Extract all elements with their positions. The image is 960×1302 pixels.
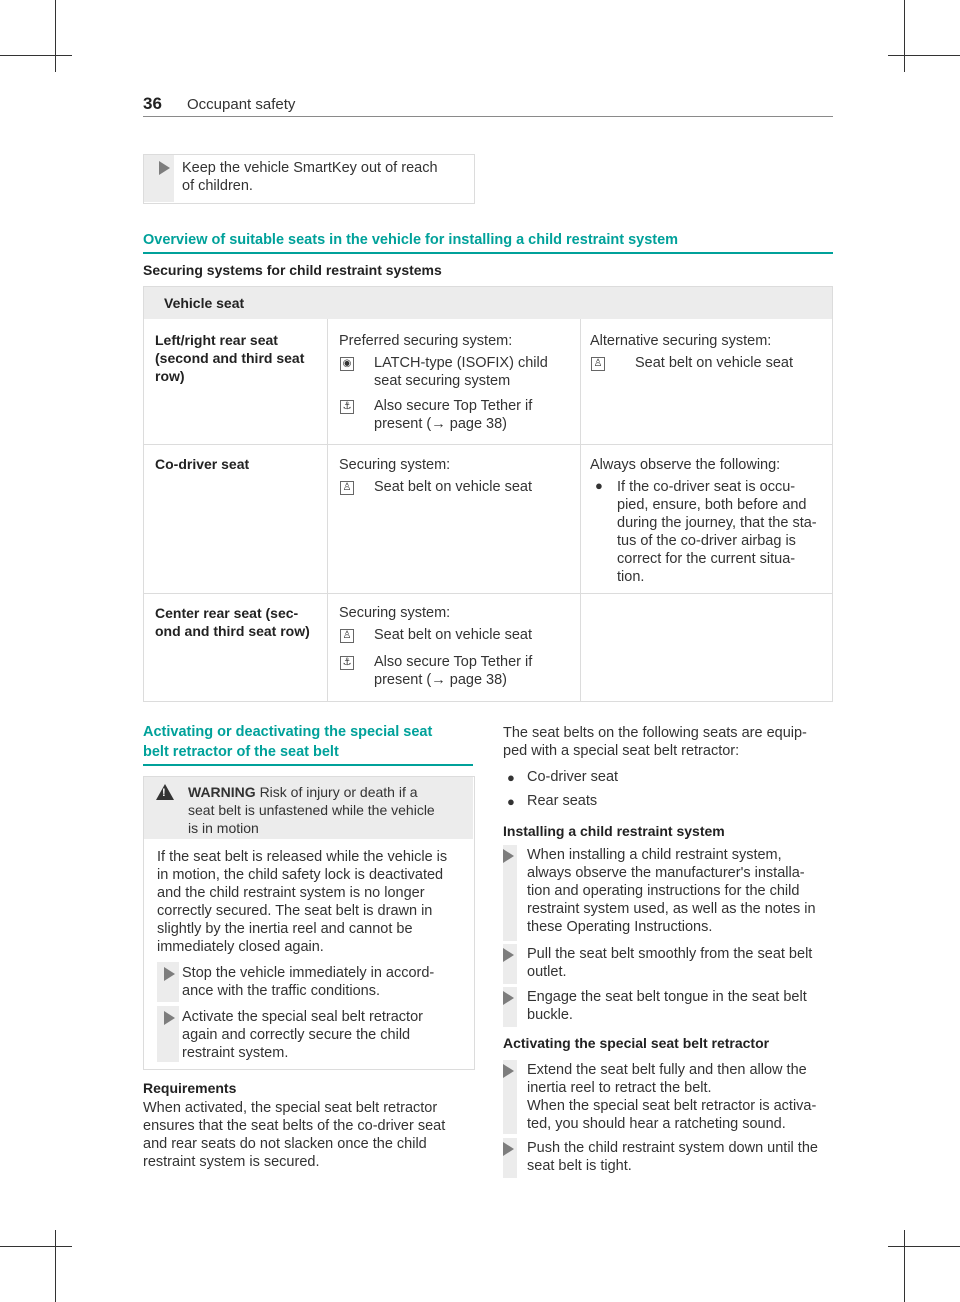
observe-line: tus of the co-driver airbag is <box>617 533 796 549</box>
requirements-text: When activated, the special seat belt retractor <box>143 1100 438 1116</box>
seat-name: Left/right rear seat <box>155 332 278 348</box>
header-rule <box>143 116 833 117</box>
overview-subheading: Securing systems for child restraint systems <box>143 262 442 278</box>
warning-title <box>188 783 418 802</box>
bullet-icon: ● <box>507 770 515 785</box>
page-number: 36 <box>143 94 162 113</box>
securing-item: Seat belt on vehicle seat <box>374 479 532 495</box>
installing-step: When installing a child restraint system, <box>527 847 782 863</box>
securing-item: Also secure Top Tether if <box>374 398 533 414</box>
activating-step: inertia reel to retract the belt. <box>527 1080 712 1096</box>
installing-title: Installing a child restraint system <box>503 823 725 839</box>
table-divider <box>327 319 328 701</box>
isofix-icon: ◉ <box>340 357 354 371</box>
equipped-text: ped with a special seat belt retractor: <box>503 743 740 759</box>
crop-mark <box>904 0 905 72</box>
equipped-text: The seat belts on the following seats are equip- <box>503 725 807 741</box>
seat-name: row) <box>155 368 185 384</box>
arrow-right-icon <box>164 967 175 981</box>
activating-title: Activating the special seat belt retractor <box>503 1035 770 1051</box>
installing-step: tion and operating instructions for the child <box>527 883 800 899</box>
requirements-text: and rear seats do not slacken once the child <box>143 1136 427 1152</box>
crop-mark <box>888 1246 960 1247</box>
top-tether-icon: ⚓ <box>340 656 354 670</box>
warning-body: correctly secured. The seat belt is drawn in <box>157 903 433 919</box>
top-tether-icon: ⚓ <box>340 400 354 414</box>
crop-mark <box>888 55 960 56</box>
warning-title-text: is in motion <box>188 820 259 836</box>
intro-step-line: of children. <box>182 178 253 194</box>
heading-rule <box>143 252 833 254</box>
table-divider <box>144 444 832 445</box>
warning-step: again and correctly secure the child <box>182 1027 411 1043</box>
bullet-icon: ● <box>595 478 603 493</box>
seat-name: (second and third seat <box>155 350 305 366</box>
table-header-label: Vehicle seat <box>164 295 245 311</box>
activating-step: ted, you should hear a ratcheting sound. <box>527 1116 786 1132</box>
seat-name: Center rear seat (sec- <box>155 605 299 621</box>
installing-step: always observe the manufacturer's installa- <box>527 865 805 881</box>
observe-line: during the journey, that the sta- <box>617 515 817 531</box>
securing-item: present (→ page 38) <box>374 416 507 432</box>
requirements-title: Requirements <box>143 1080 237 1096</box>
table-divider <box>144 593 832 594</box>
crop-mark <box>904 1230 905 1302</box>
seat-belt-icon: ♙ <box>340 629 354 643</box>
table-divider <box>580 319 581 701</box>
installing-step: Pull the seat belt smoothly from the seat belt <box>527 946 813 962</box>
crop-mark <box>0 55 72 56</box>
observe-label: Always observe the following: <box>590 457 781 473</box>
activating-step: seat belt is tight. <box>527 1158 632 1174</box>
equipped-seat: Rear seats <box>527 793 598 809</box>
observe-line: tion. <box>617 569 645 585</box>
page-section-title: Occupant safety <box>187 96 296 113</box>
seat-table <box>143 286 833 702</box>
installing-step: restraint system used, as well as the notes in <box>527 901 816 917</box>
installing-step: buckle. <box>527 1007 573 1023</box>
warning-step: ance with the traffic conditions. <box>182 983 381 999</box>
observe-line: correct for the current situa- <box>617 551 796 567</box>
arrow-right-icon <box>503 1142 514 1156</box>
retractor-heading: belt retractor of the seat belt <box>143 744 339 760</box>
securing-label: Preferred securing system: <box>339 333 513 349</box>
warning-title-text: Risk of injury or death if a <box>259 784 418 800</box>
warning-step: Activate the special seal belt retractor <box>182 1009 423 1025</box>
installing-step: outlet. <box>527 964 567 980</box>
requirements-text: restraint system is secured. <box>143 1154 320 1170</box>
securing-item: Seat belt on vehicle seat <box>635 355 793 371</box>
activating-step: When the special seat belt retractor is activa- <box>527 1098 817 1114</box>
seat-name: Co-driver seat <box>155 456 250 472</box>
warning-step: restraint system. <box>182 1045 289 1061</box>
alternative-label: Alternative securing system: <box>590 333 772 349</box>
securing-item: LATCH-type (ISOFIX) child <box>374 355 548 371</box>
intro-step-line: Keep the vehicle SmartKey out of reach <box>182 160 438 176</box>
seat-belt-icon: ♙ <box>340 481 354 495</box>
securing-item: Seat belt on vehicle seat <box>374 627 532 643</box>
securing-label: Securing system: <box>339 605 451 621</box>
table-header <box>144 287 832 319</box>
seat-name: ond and third seat row) <box>155 623 310 639</box>
activating-step: Push the child restraint system down until the <box>527 1140 818 1156</box>
retractor-heading: Activating or deactivating the special seat <box>143 724 433 740</box>
warning-body: If the seat belt is released while the vehicle is <box>157 849 448 865</box>
overview-heading: Overview of suitable seats in the vehicle for installing a child restraint system <box>143 232 679 248</box>
securing-item: present (→ page 38) <box>374 672 507 688</box>
warning-body: immediately closed again. <box>157 939 324 955</box>
installing-step: Engage the seat belt tongue in the seat belt <box>527 989 807 1005</box>
arrow-right-icon <box>159 161 170 175</box>
crop-mark <box>55 1230 56 1302</box>
arrow-right-icon <box>503 849 514 863</box>
heading-rule <box>143 764 473 766</box>
warning-title-text: seat belt is unfastened while the vehicle <box>188 802 435 818</box>
arrow-right-icon <box>503 1064 514 1078</box>
installing-step: these Operating Instructions. <box>527 919 713 935</box>
warning-step: Stop the vehicle immediately in accord- <box>182 965 435 981</box>
warning-body: slightly by the inertia reel and cannot be <box>157 921 413 937</box>
crop-mark <box>55 0 56 72</box>
warning-body: in motion, the child safety lock is deactivated <box>157 867 444 883</box>
warning-icon-mark: ! <box>162 787 166 799</box>
activating-step: Extend the seat belt fully and then allow the <box>527 1062 807 1078</box>
securing-label: Securing system: <box>339 457 451 473</box>
arrow-right-icon <box>164 1011 175 1025</box>
equipped-seat: Co-driver seat <box>527 769 619 785</box>
crop-mark <box>0 1246 72 1247</box>
arrow-right-icon <box>503 991 514 1005</box>
bullet-icon: ● <box>507 794 515 809</box>
warning-body: and the child restraint system is no longer <box>157 885 425 901</box>
warning-label: WARNING <box>188 784 256 800</box>
securing-item: Also secure Top Tether if <box>374 654 533 670</box>
observe-line: pied, ensure, both before and <box>617 497 807 513</box>
seat-belt-icon: ♙ <box>591 357 605 371</box>
securing-item: seat securing system <box>374 373 511 389</box>
arrow-right-icon <box>503 948 514 962</box>
requirements-text: ensures that the seat belts of the co-driver seat <box>143 1118 446 1134</box>
observe-line: If the co-driver seat is occu- <box>617 479 796 495</box>
